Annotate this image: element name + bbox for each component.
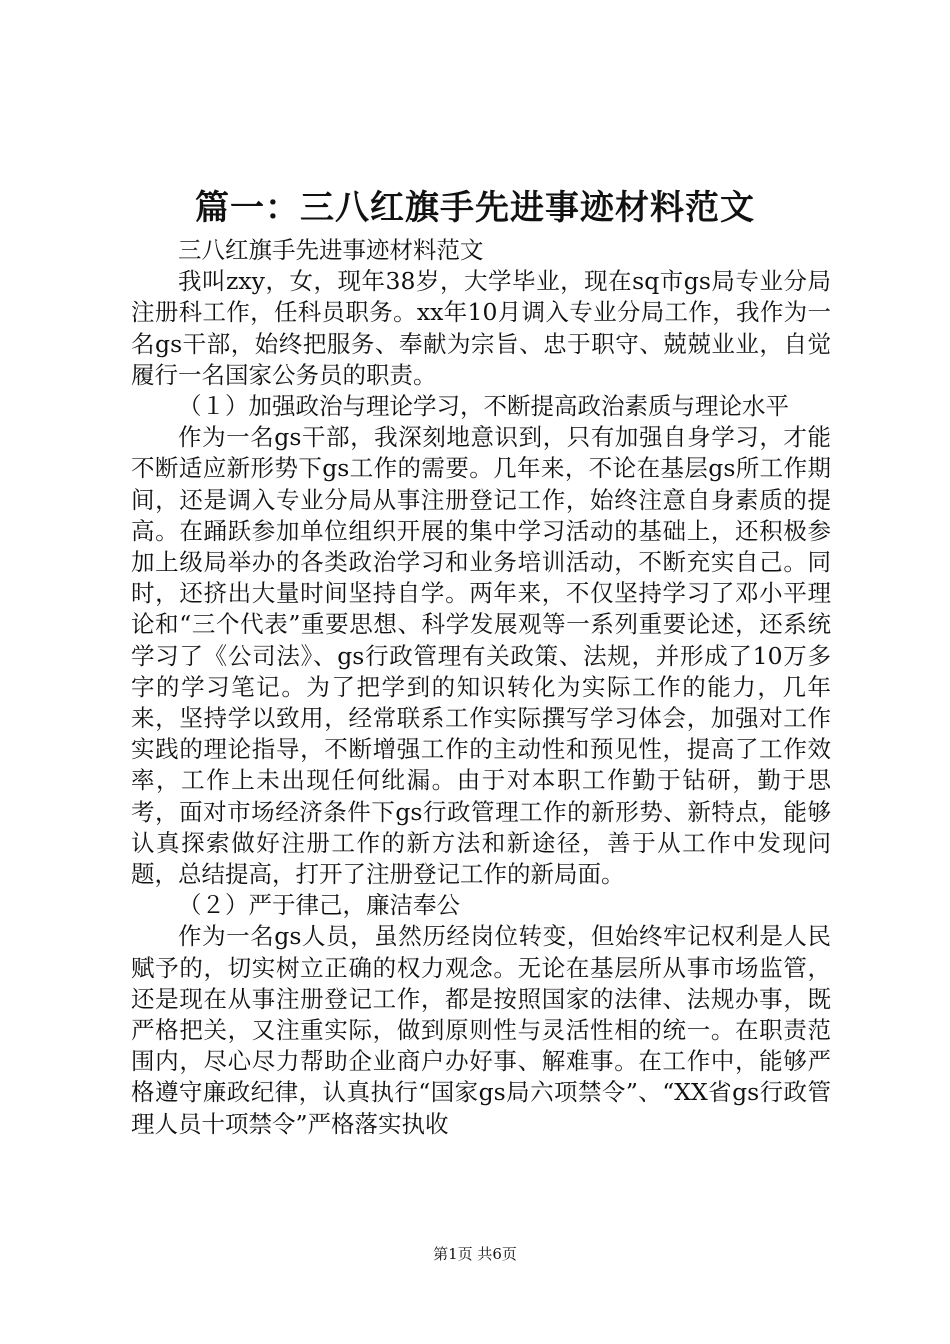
section-2-paragraph: 作为一名gs人员，虽然历经岗位转变，但始终牢记权利是人民赋予的，切实树立正确的权力观念。无论在基层所从事市场监管，还是现在从事注册登记工作，都是按照国家的法律、法规办事，既严格把关，又注重实际，做到原则性与灵活性相的统一。在职责范围内，尽心尽力帮助企业商户办好事、解难事。在工作中，能够严格遵守廉政纪律，认真执行“国家gs局六项禁令”、“XX省gs行政管理人员十项禁令”严格落实执收 [131,922,831,1138]
section-heading-1: （１）加强政治与理论学习，不断提高政治素质与理论水平 [178,392,789,421]
page-footer: 第1页 共6页 [433,1245,517,1263]
intro-paragraph: 我叫zxy，女，现年38岁，大学毕业，现在sq市gs局专业分局注册科工作，任科员职务。xx年10月调入专业分局工作，我作为一名gs干部，始终把服务、奉献为宗旨、忠于职守、兢兢业业，自觉履行一名国家公务员的职责。 [131,267,831,389]
document-title: 篇一：三八红旗手先进事迹材料范文 [195,188,755,228]
document-body [131,235,831,1140]
section-1-paragraph: 作为一名gs干部，我深刻地意识到，只有加强自身学习，才能不断适应新形势下gs工作的需要。几年来，不论在基层gs所工作期间，还是调入专业分局从事注册登记工作，始终注意自身素质的提高。在踊跃参加单位组织开展的集中学习活动的基础上，还积极参加上级局举办的各类政治学习和业务培训活动，不断充实自己。同时，还挤出大量时间坚持自学。两年来，不仅坚持学习了邓小平理论和“三个代表”重要思想、科学发展观等一系列重要论述，还系统学习了《公司法》、gs行政管理有关政策、法规，并形成了10万多字的学习笔记。为了把学到的知识转化为实际工作的能力，几年来，坚持学以致用，经常联系工作实际撰写学习体会，加强对工作实践的理论指导，不断增强工作的主动性和预见性，提高了工作效率，工作上未出现任何纰漏。由于对本职工作勤于钻研，勤于思考，面对市场经济条件下gs行政管理工作的新形势、新特点，能够认真探索做好注册工作的新方法和新途径，善于从工作中发现问题，总结提高，打开了注册登记工作的新局面。 [131,423,831,889]
subtitle-paragraph: 三八红旗手先进事迹材料范文 [178,236,484,264]
section-heading-2: （２）严于律己，廉洁奉公 [178,891,460,920]
